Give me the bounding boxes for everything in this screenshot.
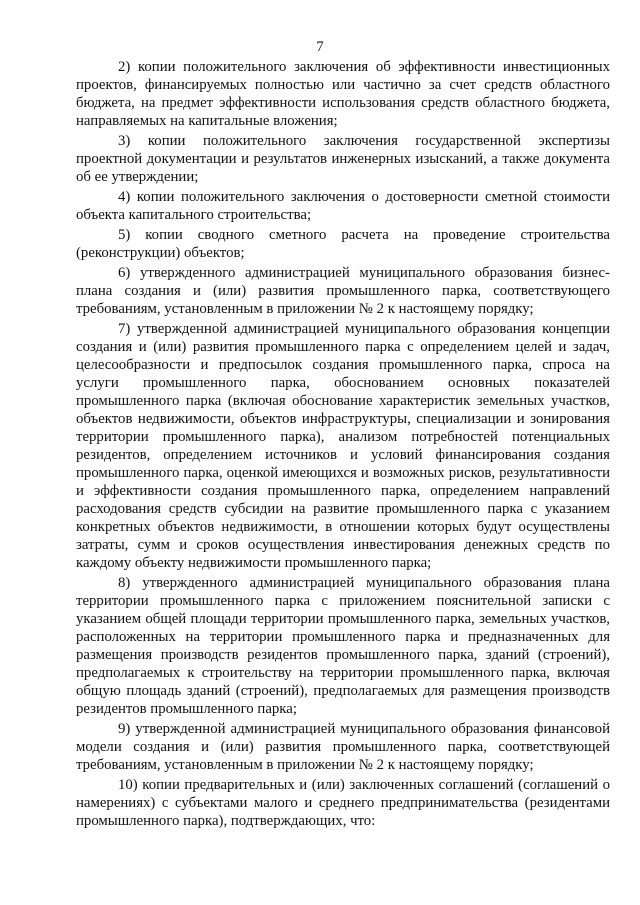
- paragraph-item-3: 3) копии положительного заключения государственной экспертизы проектной документации и результатов инженерных изысканий, а также документа об ее утверждении;: [76, 133, 610, 185]
- document-body: [76, 58, 610, 832]
- paragraph-item-4: 4) копии положительного заключения о достоверности сметной стоимости объекта капитального строительства;: [76, 189, 610, 223]
- paragraph-item-7: 7) утвержденной администрацией муниципального образования концепции создания и (или) развития промышленного парка с определением целей и задач, целесообразности и предпосылок создания промышленного парка, спроса на услуги промышленного парка, обоснованием основных показателей промышленного парка (включая обоснование характеристик земельных участков, объектов недвижимости, объектов инфраструктуры, специализации и зонирования территории промышленного парка), анализом потребностей потенциальных резидентов, определением источников и условий финансирования создания промышленного парка, оценкой имеющихся и возможных рисков, результативности и эффективности создания промышленного парка, определением направлений расходования средств субсидии на развитие промышленного парка с указанием конкретных объектов недвижимости, в отношении которых будут осуществлены затраты, сумм и сроков осуществления инвестирования денежных средств по каждому объекту недвижимости промышленного парка;: [76, 321, 610, 571]
- paragraph-item-8: 8) утвержденного администрацией муниципального образования плана территории промышленного парка с приложением пояснительной записки с указанием общей площади территории промышленного парка, земельных участков, расположенных на территории промышленного парка и предназначенных для размещения производств резидентов промышленного парка, зданий (строений), предполагаемых к строительству на территории промышленного парка, включая общую площадь зданий (строений), предполагаемых для размещения производств резидентов промышленного парка;: [76, 575, 610, 717]
- page-number: 7: [316, 39, 324, 55]
- paragraph-item-6: 6) утвержденного администрацией муниципального образования бизнес-плана создания и (или) развития промышленного парка, соответствующего требованиям, установленным в приложении № 2 к настоящему порядку;: [76, 265, 610, 317]
- paragraph-item-9: 9) утвержденной администрацией муниципального образования финансовой модели создания и (или) развития промышленного парка, соответствующей требованиям, установленным в приложении № 2 к настоящему порядку;: [76, 721, 610, 773]
- paragraph-item-10: 10) копии предварительных и (или) заключенных соглашений (соглашений о намерениях) с субъектами малого и среднего предпринимательства (резидентами промышленного парка), подтверждающих, что:: [76, 777, 610, 829]
- paragraph-item-5: 5) копии сводного сметного расчета на проведение строительства (реконструкции) объектов;: [76, 227, 610, 261]
- paragraph-item-2: 2) копии положительного заключения об эффективности инвестиционных проектов, финансируемых полностью или частично за счет средств областного бюджета, на предмет эффективности использования средств областного бюджета, направляемых на капитальные вложения;: [76, 59, 610, 129]
